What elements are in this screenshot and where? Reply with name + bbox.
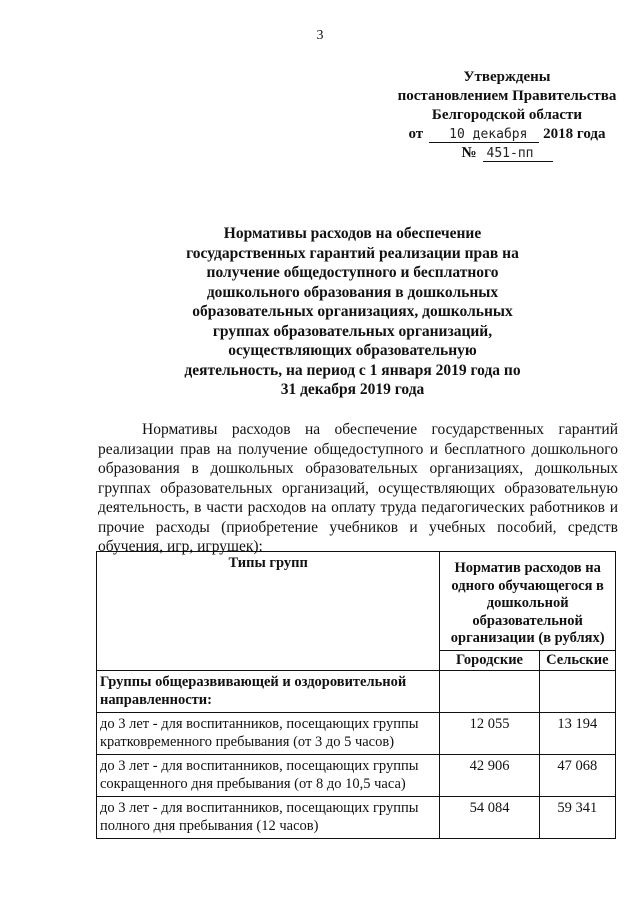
empty-cell xyxy=(440,671,539,713)
approval-line-1: Утверждены xyxy=(463,69,551,85)
date-year: 2018 года xyxy=(543,126,606,142)
row-label: до 3 лет - для воспитанников, посещающих группы полного дня пребывания (12 часов) xyxy=(97,797,440,839)
handwritten-date: 10 декабря xyxy=(449,127,528,142)
rural-value: 59 341 xyxy=(539,797,615,839)
rural-value: 47 068 xyxy=(539,755,615,797)
city-value: 42 906 xyxy=(440,755,539,797)
header-group-types: Типы групп xyxy=(97,552,440,671)
city-value: 12 055 xyxy=(440,713,539,755)
date-prefix: от xyxy=(408,126,424,142)
row-label: до 3 лет - для воспитанников, посещающих группы кратковременного пребывания (от 3 до 5 часов) xyxy=(97,713,440,755)
row-label: до 3 лет - для воспитанников, посещающих группы сокращенного дня пребывания (от 8 до 10,5 часа) xyxy=(97,755,440,797)
approval-number xyxy=(392,144,622,163)
header-city: Городские xyxy=(440,650,539,671)
date-underline xyxy=(429,127,539,143)
approval-line-2: постановлением Правительства xyxy=(397,88,617,104)
norms-table xyxy=(96,551,616,839)
intro-paragraph: Нормативы расходов на обеспечение государственных гарантий реализации прав на получение общедоступного и бесплатного дошкольного образования в дошкольных образовательных организациях, дошкольных группах образовательных организаций, осуществляющих образовательную деятельность, в части расходов на оплату труда педагогических работников и прочие расходы (приобретение учебников и учебных пособий, средств обучения, игр, игрушек): xyxy=(98,421,618,555)
number-prefix: № xyxy=(461,145,477,161)
page-number: 3 xyxy=(316,28,324,43)
empty-cell xyxy=(539,671,615,713)
handwritten-number: 451-пп xyxy=(486,146,534,161)
table-row xyxy=(97,797,616,839)
number-underline xyxy=(483,146,553,162)
group-row xyxy=(97,671,616,713)
header-rural: Сельские xyxy=(539,650,615,671)
city-value: 54 084 xyxy=(440,797,539,839)
rural-value: 13 194 xyxy=(539,713,615,755)
approval-date xyxy=(392,125,622,144)
approval-line-3: Белгородской области xyxy=(431,107,583,123)
approval-block xyxy=(392,68,622,163)
document-title: Нормативы расходов на обеспечение государственных гарантий реализации прав на получение общедоступного и бесплатного дошкольного образования в дошкольных образовательных организациях, дошкольных группах образовательных организаций, осуществляющих образовательную деятельность, на период с 1 января 2019 года по 31 декабря 2019 года xyxy=(184,225,521,398)
header-norm: Норматив расходов на одного обучающегося в дошкольной образовательной организации (в рублях) xyxy=(440,552,616,651)
table-row xyxy=(97,713,616,755)
table-row xyxy=(97,755,616,797)
table-header-row xyxy=(97,552,616,651)
group-title: Группы общеразвивающей и оздоровительной направленности: xyxy=(97,671,440,713)
